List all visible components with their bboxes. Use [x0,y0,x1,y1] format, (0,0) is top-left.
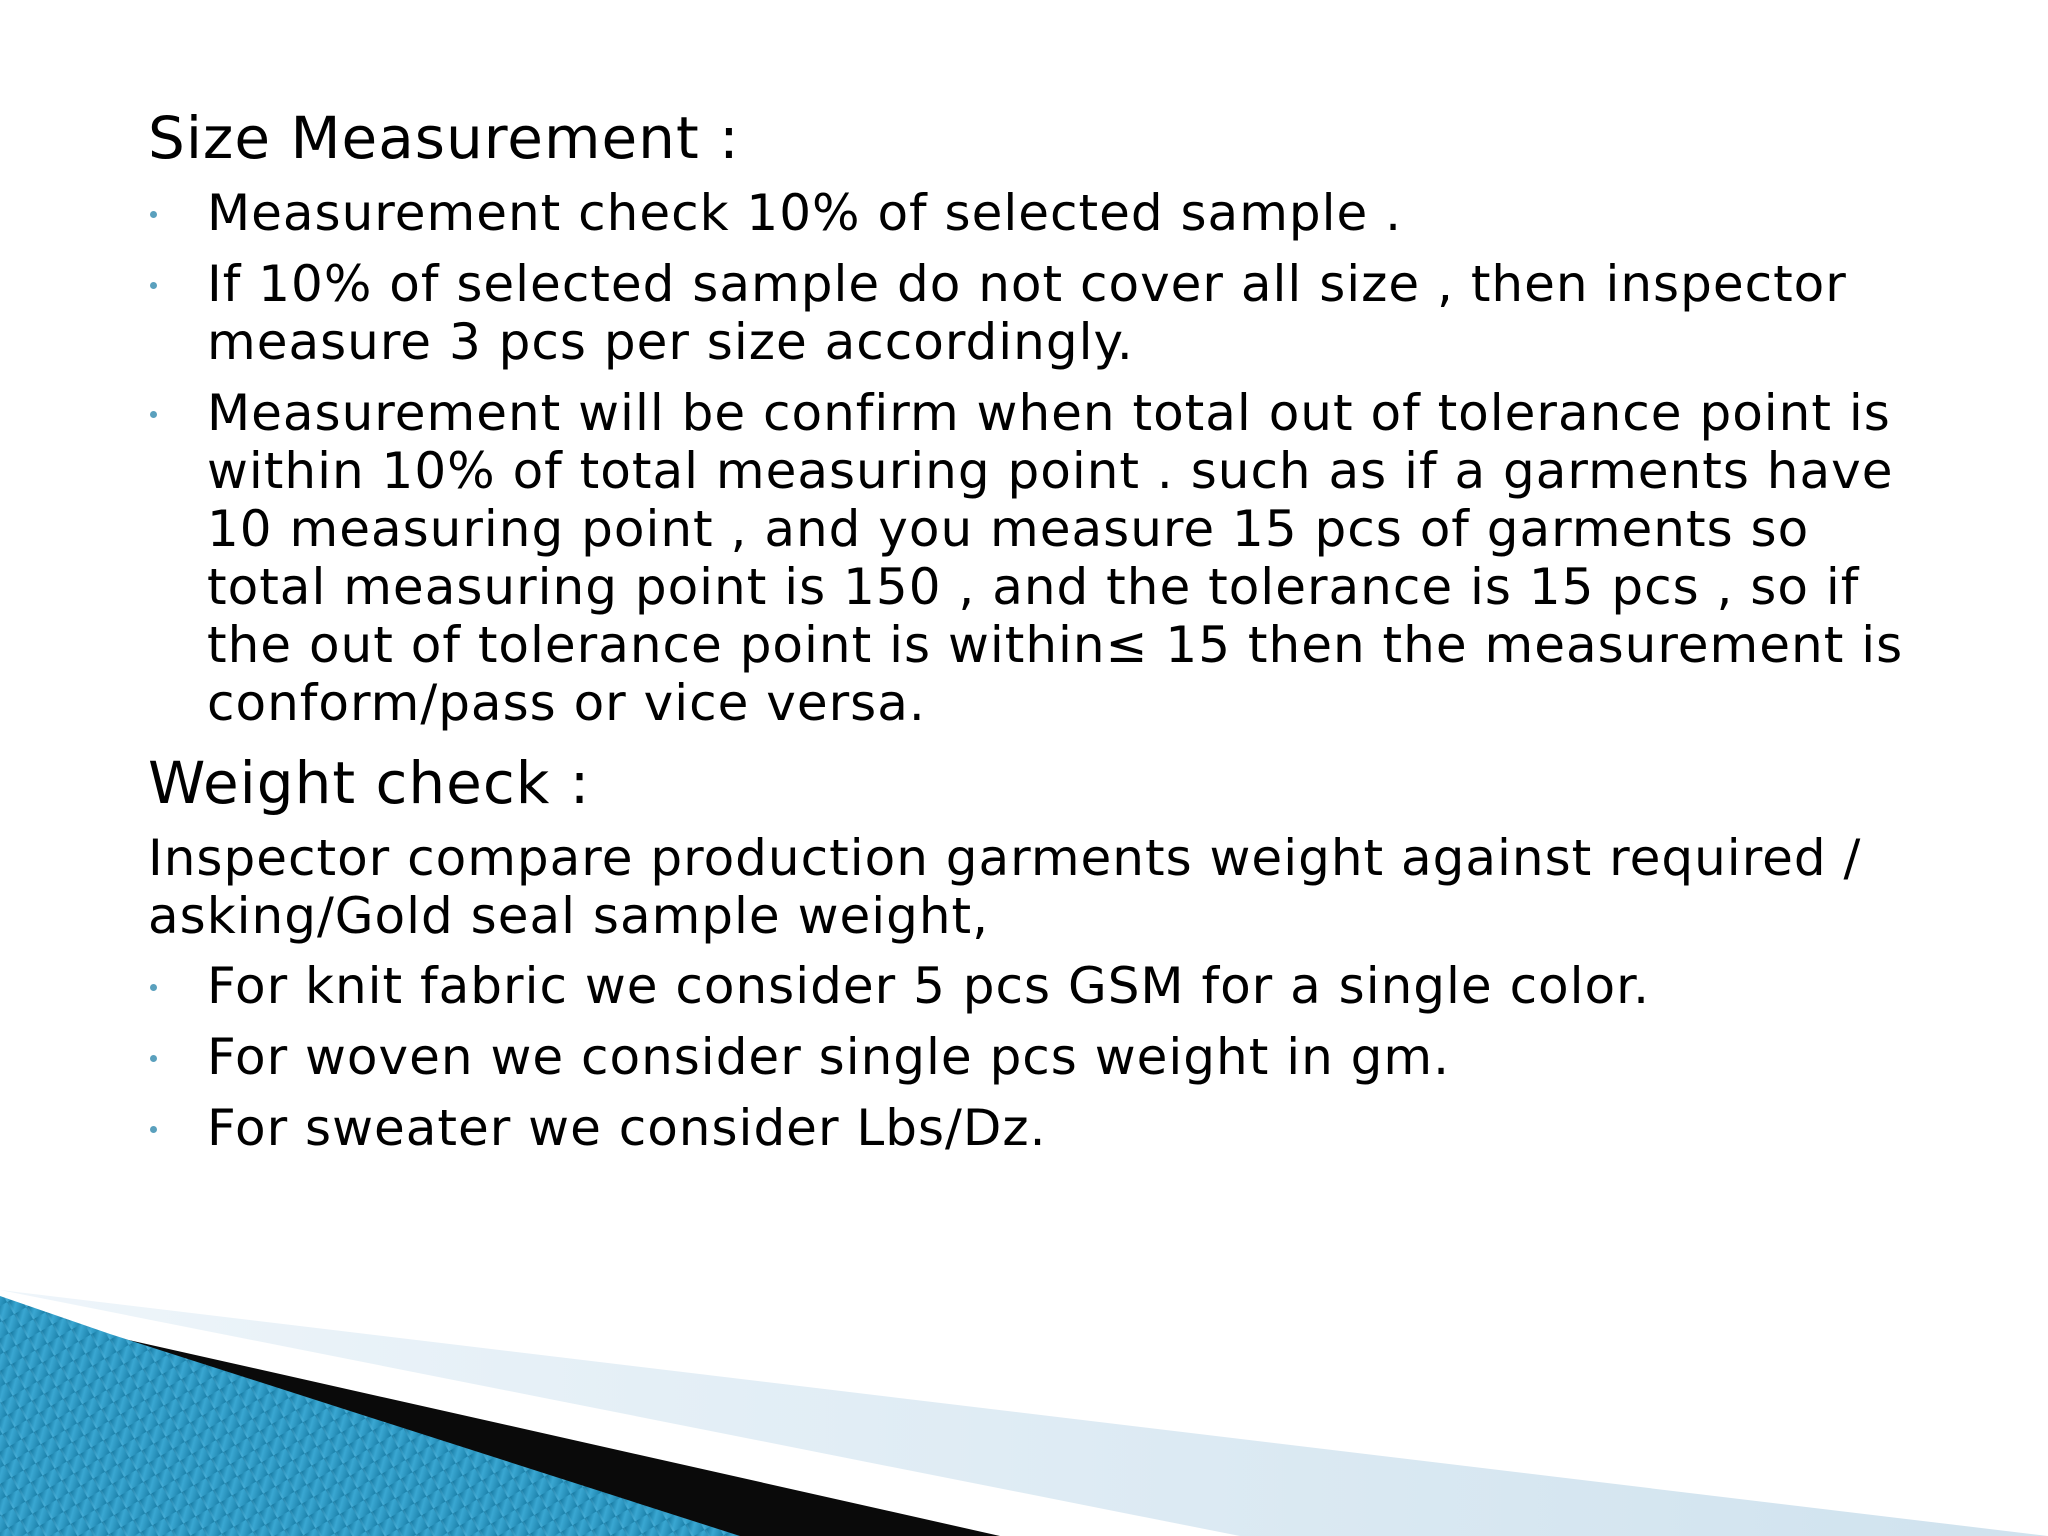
slide-corner-decoration [0,1290,2048,1536]
list-item [148,384,1928,732]
bullet-icon [150,282,157,289]
list-item-text: Measurement will be confirm when total out of tolerance point is within 10% of total measuring point . such as if a garments have 10 measuring point , and you measure 15 pcs of garments so total measuring point is 150 , and the tolerance is 15 pcs , so if the out of tolerance point is within≤ 15 then the measurement is conform/pass or vice versa. [207,384,1904,732]
list-item [148,184,1928,242]
list-item [148,1099,1928,1157]
list-item [148,255,1928,371]
bullet-icon [150,1126,157,1133]
weight-check-heading: Weight check : [148,749,591,817]
size-measurement-list [148,184,1928,732]
bullet-icon [150,1055,157,1062]
bullet-icon [150,984,157,991]
list-item-text: For woven we consider single pcs weight in gm. [207,1028,1451,1086]
list-item-text: For knit fabric we consider 5 pcs GSM for a single color. [207,957,1650,1015]
weight-check-intro: Inspector compare production garments weight against required / asking/Gold seal sample weight, [148,829,1862,945]
list-item-text: For sweater we consider Lbs/Dz. [207,1099,1047,1157]
bullet-icon [150,411,157,418]
bullet-icon [150,211,157,218]
list-item-text: Measurement check 10% of selected sample . [207,184,1403,242]
weight-check-list [148,957,1928,1157]
list-item [148,1028,1928,1086]
slide-content [148,100,1928,1170]
list-item [148,957,1928,1015]
size-measurement-heading: Size Measurement : [148,104,740,172]
list-item-text: If 10% of selected sample do not cover all size , then inspector measure 3 pcs per size accordingly. [207,255,1847,371]
